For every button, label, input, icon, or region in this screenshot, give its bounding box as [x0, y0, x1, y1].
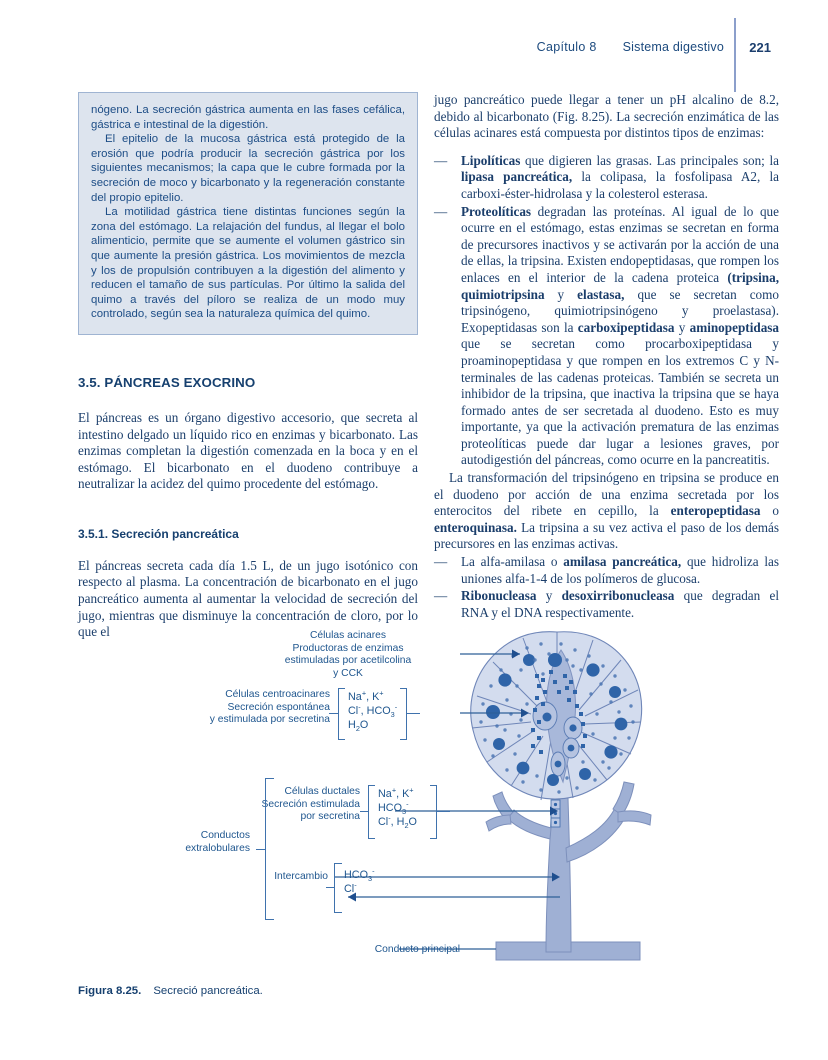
- duct-tree: [486, 782, 651, 960]
- dash-icon: —: [434, 588, 448, 604]
- bracket-left-ductal: [368, 785, 375, 839]
- bracket-extralobular: [265, 778, 274, 920]
- label-extralobular-ducts: Conductos extralobulares: [185, 830, 250, 854]
- header-chapter: Capítulo 8: [536, 40, 597, 54]
- page-number: 221: [749, 40, 771, 55]
- label-ductal-cells: Células ductales Secreción estimulada por secretina: [261, 786, 360, 823]
- list-item: [434, 153, 779, 203]
- subsection-heading: 3.5.1. Secreción pancreática: [78, 526, 239, 541]
- header-title: Sistema digestivo: [622, 40, 724, 54]
- list-item: [434, 554, 779, 587]
- highlight-box: [78, 92, 418, 335]
- dash-icon: —: [434, 203, 448, 219]
- list-item-text: Proteolíticas degradan las proteínas. Al igual de lo que ocurre en el estómago, estas enzimas se secretan en forma de precursores inactivos y se activarán por la acción de una de ellas, la tripsina. Existen endopeptidasas, que rompen los enlaces en el interior de la cadena proteica (tripsina, quimiotripsina y elastasa, que se secretan como tripsinógeno, quimiotripsinógeno y proelastasa). Exopeptidasas son la carboxipeptidasa y aminopeptidasa que se secretan como procarboxipeptidasa y proaminopeptidasa y que rompen en los extremos C y N-terminales de las cadenas proteicas. También se secreta un inhibidor de la tripsina, que inactiva la tripsina que se haya formado antes de ser secretada al duodeno. Esto es muy importante, ya que la activación prematura de las enzimas proteolíticas puede dar lugar a lesiones graves, por autodigestión del páncreas, como ocurre en la pancreatitis.: [461, 203, 780, 468]
- bracket-left-centroacinar: [338, 688, 345, 740]
- figure-caption-text: Secreció pancreática.: [153, 985, 263, 997]
- list-item-text: Ribonucleasa y desoxirribonucleasa que degradan el RNA y el DNA respectivamente.: [461, 588, 779, 620]
- label-main-duct: Conducto principal: [374, 944, 460, 955]
- acinus: [471, 632, 642, 800]
- section-paragraph: El páncreas es un órgano digestivo accesorio, que secreta al intestino delgado un líquido rico en enzimas y bicarbonato. Las enzimas completan la digestión comenzada en la boca y en el estómago. El bicarbonato en el duodeno contribuye a neutralizar la acidez del quimo procedente del estómago.: [78, 409, 418, 492]
- left-column: [78, 92, 418, 641]
- ion-line: Cl-: [344, 880, 357, 895]
- ion-line: Na+, K+: [378, 785, 414, 800]
- dash-icon: —: [434, 152, 448, 168]
- tick-centroacinar-right: [406, 713, 420, 714]
- ion-line: Cl-, $H_2O$: [378, 813, 417, 831]
- tick-centroacinar-left: [329, 713, 338, 714]
- subsection-paragraph: El páncreas secreta cada día 1.5 L, de un jugo isotónico con respecto al plasma. La concentración de bicarbonato en el jugo pancreático aumenta al aumentar la velocidad de secreción del jugo, mientras que disminuye la concentración de cloro, por lo que el: [78, 557, 418, 640]
- ions-exchange: [344, 868, 375, 896]
- figure-8-25: [0, 612, 828, 1002]
- page-header: [0, 40, 828, 66]
- right-column: [434, 92, 779, 621]
- figure-caption: [78, 985, 263, 997]
- highlight-paragraph-3: La motilidad gástrica tiene distintas funciones según la zona del estómago. La relajación del fundus, al llegar el bolo alimenticio, permite que se aumente el volumen gástrico sin que aumente la presión gástrica. Los movimientos de mezcla y los de propulsión contribuyen a la digestión del alimento y reducen el tamaño de sus partículas. Por último la salida del quimo a través del píloro se realiza de un modo muy controlado, según sea la naturaleza química del quimo.: [91, 206, 405, 321]
- tick-extralobular: [256, 849, 265, 850]
- highlight-paragraph-2: El epitelio de la mucosa gástrica está protegido de la erosión que podría producir la secreción gástrica por los siguientes mecanismos; la capa que le cubre formada por la secreción de moco y bicarbonato y la regeneración constante del propio epitelio.: [91, 133, 405, 204]
- bracket-exchange: [334, 863, 342, 913]
- header-chapter-title: [537, 40, 736, 54]
- list-item-text: La alfa-amilasa o amilasa pancreática, que hidroliza las uniones alfa-1-4 de los polímeros de glucosa.: [461, 554, 780, 586]
- list-item-text: Lipolíticas que digieren las grasas. Las principales son; la lipasa pancreática, la colipasa, la fosfolipasa A2, la carboxi-éster-hidrolasa y la colesterol esterasa.: [461, 152, 779, 201]
- enzyme-list-primary: [434, 153, 779, 469]
- section-heading: 3.5. PÁNCREAS EXOCRINO: [78, 374, 256, 390]
- label-acinar-cells: Células acinares Productoras de enzimas estimuladas por acetilcolina y CCK: [284, 630, 412, 679]
- tick-ductal-right: [436, 811, 450, 812]
- ion-line: $HCO_3^-$: [378, 799, 409, 817]
- highlight-paragraph-1: nógeno. La secreción gástrica aumenta en las fases cefálica, gástrica e intestinal de la digestión.: [91, 104, 405, 131]
- trypsin-paragraph: La transformación del tripsinógeno en tripsina se produce en el duodeno por acción de una enzima secretada por los enterocitos del ribete en cepillo, la enteropeptidasa o enteroquinasa. La tripsina a su vez activa el paso de los demás precursores en las enzimas activas.: [434, 470, 780, 552]
- ions-ductal: [378, 787, 417, 829]
- ion-line: Na+, K+: [348, 688, 384, 703]
- header-rule: [734, 18, 736, 92]
- ions-centroacinar: [348, 690, 397, 732]
- right-intro-paragraph: jugo pancreático puede llegar a tener un pH alcalino de 8.2, debido al bicarbonato (Fig. 8.25). La secreción enzimática de las células acinares está compuesta por distintos tipos de enzimas:: [434, 92, 779, 141]
- dash-icon: —: [434, 554, 448, 570]
- label-centroacinar-cells: Células centroacinares Secreción espontánea y estimulada por secretina: [209, 689, 330, 726]
- tick-exchange: [326, 887, 334, 888]
- tick-ductal-left: [360, 811, 368, 812]
- label-exchange: Intercambio: [274, 871, 328, 882]
- ion-line: Cl-, $HCO_3^-$: [348, 702, 398, 720]
- ion-line: $HCO_3^-$: [344, 866, 375, 884]
- list-item: [434, 204, 779, 470]
- figure-caption-number: Figura 8.25.: [78, 985, 142, 997]
- ion-line: $H_2O$: [348, 719, 369, 734]
